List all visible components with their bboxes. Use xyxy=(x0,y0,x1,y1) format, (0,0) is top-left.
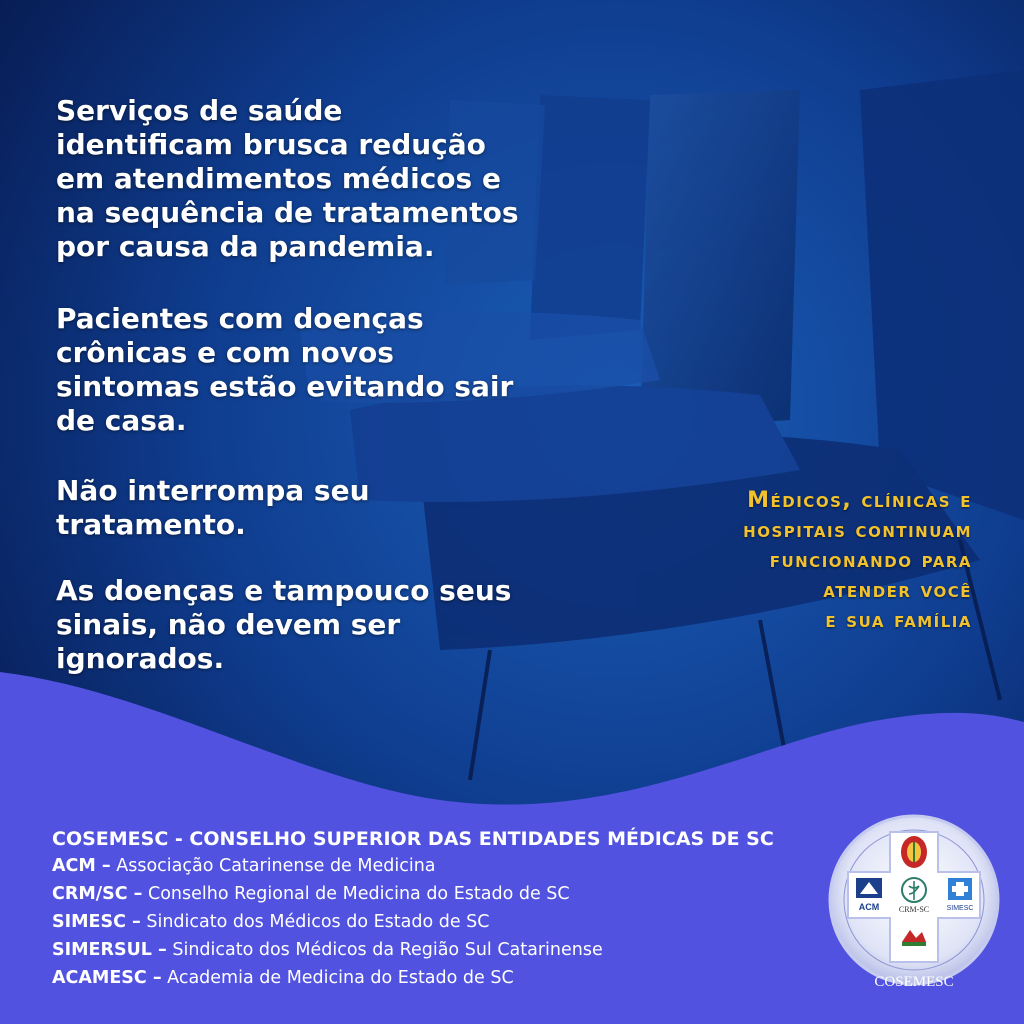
simersul-logo-icon xyxy=(900,926,928,948)
acm-logo-icon xyxy=(856,878,882,912)
entity-acamesc xyxy=(52,964,774,992)
entity-abbr: CRM/SC – xyxy=(52,884,143,904)
entity-name: Conselho Regional de Medicina do Estado de SC xyxy=(148,884,570,904)
paragraph-patients: Pacientes com doenças crônicas e com novos sintomas estão evitando sair de casa. xyxy=(56,302,514,437)
paragraph-reduction: Serviços de saúde identificam brusca redução em atendimentos médicos e na sequência de tratamentos por causa da pandemia. xyxy=(56,94,519,263)
simesc-logo-icon xyxy=(947,878,974,912)
entity-acm xyxy=(52,852,774,880)
entity-name: Sindicato dos Médicos da Região Sul Catarinense xyxy=(172,940,603,960)
paragraph-do-not-ignore: As doenças e tampouco seus sinais, não devem ser ignorados. xyxy=(56,574,512,675)
entity-name: Sindicato dos Médicos do Estado de SC xyxy=(146,912,490,932)
entity-abbr: SIMESC – xyxy=(52,912,141,932)
seal-label: COSEMESC xyxy=(874,974,954,990)
svg-text:CRM-SC: CRM-SC xyxy=(898,905,930,914)
paragraph-do-not-interrupt: Não interrompa seu tratamento. xyxy=(56,474,370,541)
entity-abbr: ACAMESC – xyxy=(52,968,162,988)
svg-text:SIMESC: SIMESC xyxy=(946,905,974,912)
entity-abbr: SIMERSUL – xyxy=(52,940,167,960)
callout-services-open: Médicos, clínicas e hospitais continuam funcionando para atender você e sua família xyxy=(743,488,972,633)
entity-simersul xyxy=(52,936,774,964)
footer-entities xyxy=(52,826,774,992)
entity-name: Academia de Medicina do Estado de SC xyxy=(167,968,514,988)
entity-simesc xyxy=(52,908,774,936)
entity-abbr: ACM – xyxy=(52,856,111,876)
cosemesc-seal-logo xyxy=(824,810,1004,994)
entity-crm-sc xyxy=(52,880,774,908)
svg-text:ACM: ACM xyxy=(858,902,880,912)
entity-name: Associação Catarinense de Medicina xyxy=(116,856,436,876)
shield-emblem-icon xyxy=(901,836,927,868)
footer-title: COSEMESC - CONSELHO SUPERIOR DAS ENTIDADES MÉDICAS DE SC xyxy=(52,828,774,850)
crm-sc-logo-icon xyxy=(899,878,929,914)
